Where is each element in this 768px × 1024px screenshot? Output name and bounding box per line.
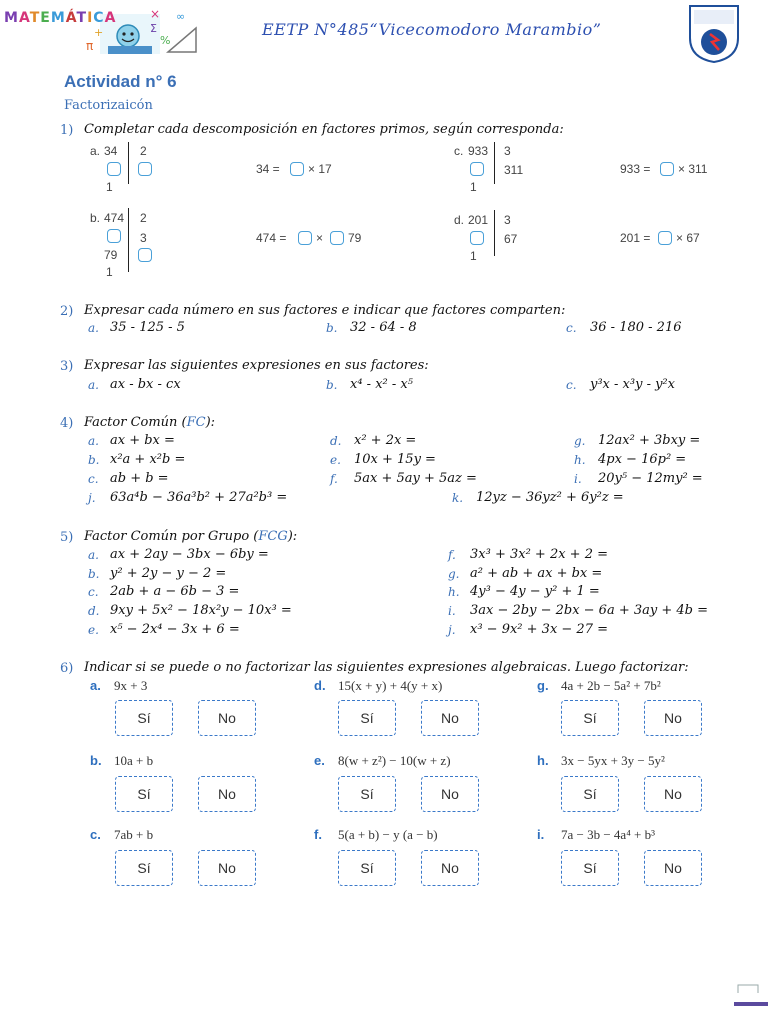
q4-text bbox=[84, 415, 215, 430]
q1a-eq-blank[interactable] bbox=[290, 162, 304, 176]
q4d-label: d. bbox=[330, 434, 342, 448]
page-subtitle: Factorizaicón bbox=[64, 98, 153, 113]
q6a-yes-option[interactable]: Sí bbox=[115, 700, 173, 736]
q6f-yes-option[interactable]: Sí bbox=[338, 850, 396, 886]
q5j-label: j. bbox=[448, 623, 456, 637]
q5g-expr: a² + ab + ax + bx = bbox=[470, 566, 603, 581]
logo-text: MATEMÁTICA bbox=[4, 10, 117, 26]
q5-text bbox=[84, 529, 297, 544]
q6e-label: e. bbox=[314, 753, 325, 768]
q6-text: Indicar si se puede o no factorizar las siguientes expresiones algebraicas. Luego factorizar: bbox=[84, 660, 689, 675]
q1b-label: b. bbox=[90, 211, 101, 225]
q6g-no-option[interactable]: No bbox=[644, 700, 702, 736]
q4a-expr: ax + bx = bbox=[110, 433, 175, 448]
q6d-expr: 15(x + y) + 4(y + x) bbox=[338, 678, 443, 693]
q6i-expr: 7a − 3b − 4a⁴ + b³ bbox=[561, 827, 655, 842]
q6f-label: f. bbox=[314, 827, 322, 842]
q4b-expr: x²a + x²b = bbox=[110, 452, 186, 467]
q1-number: 1) bbox=[60, 123, 74, 138]
q1c-divider bbox=[494, 142, 495, 184]
q4j-expr: 63a⁴b − 36a³b² + 27a²b³ = bbox=[110, 490, 288, 505]
q5-text-a: Factor Común por Grupo ( bbox=[84, 529, 259, 544]
q6e-yes-option[interactable]: Sí bbox=[338, 776, 396, 812]
q5e-expr: x⁵ − 2x⁴ − 3x + 6 = bbox=[110, 622, 240, 637]
q3c-label: c. bbox=[566, 378, 577, 392]
school-shield bbox=[688, 4, 740, 64]
q3a-label: a. bbox=[88, 378, 99, 392]
q3a-expr: ax - bx - cx bbox=[110, 377, 181, 392]
q1c-label: c. bbox=[454, 144, 464, 158]
q1a-blank-right[interactable] bbox=[138, 162, 152, 176]
q6a-label: a. bbox=[90, 678, 101, 693]
q1d-label: d. bbox=[454, 213, 465, 227]
q1c-eq-left: 933 = bbox=[620, 162, 651, 176]
q5b-expr: y² + 2y − y − 2 = bbox=[110, 566, 227, 581]
q1-text: Completar cada descomposición en factores primos, según corresponda: bbox=[84, 122, 564, 137]
page-corner-bar bbox=[734, 1002, 768, 1006]
q5i-label: i. bbox=[448, 604, 456, 618]
q1c-blank-left[interactable] bbox=[470, 162, 484, 176]
q1d-factor-1: 3 bbox=[504, 213, 511, 227]
q4-number: 4) bbox=[60, 416, 74, 431]
svg-text:Σ: Σ bbox=[150, 22, 157, 35]
q4e-expr: 10x + 15y = bbox=[354, 452, 436, 467]
q1c-factor-2: 311 bbox=[504, 163, 524, 177]
q6b-no-option[interactable]: No bbox=[198, 776, 256, 812]
q3-number: 3) bbox=[60, 359, 74, 374]
q3b-expr: x⁴ - x² - x⁵ bbox=[350, 377, 413, 392]
q6-number: 6) bbox=[60, 661, 74, 676]
q5i-expr: 3ax − 2by − 2bx − 6a + 3ay + 4b = bbox=[470, 603, 709, 618]
q5-number: 5) bbox=[60, 530, 74, 545]
shield-icon bbox=[688, 4, 740, 64]
q4k-expr: 12yz − 36yz² + 6y²z = bbox=[476, 490, 624, 505]
q1d-eq-blank[interactable] bbox=[658, 231, 672, 245]
q5e-label: e. bbox=[88, 623, 99, 637]
q4k-label: k. bbox=[452, 491, 464, 505]
q1b-blank-left[interactable] bbox=[107, 229, 121, 243]
q5-text-fcg: FCG bbox=[258, 529, 288, 544]
q1a-eq-right: × 17 bbox=[308, 162, 332, 176]
q5-text-b: ): bbox=[287, 529, 298, 544]
q1a-number: 34 bbox=[104, 144, 118, 158]
q6c-label: c. bbox=[90, 827, 101, 842]
q1d-blank-left[interactable] bbox=[470, 231, 484, 245]
q6g-expr: 4a + 2b − 5a² + 7b² bbox=[561, 678, 661, 693]
q1d-factor-2: 67 bbox=[504, 232, 518, 246]
q1b-factor-1: 2 bbox=[140, 211, 147, 225]
school-name: EETP N°485“Vicecomodoro Marambio” bbox=[262, 20, 602, 39]
q5d-expr: 9xy + 5x² − 18x²y − 10x³ = bbox=[110, 603, 292, 618]
q1b-eq-mid: × bbox=[316, 231, 324, 245]
q6i-yes-option[interactable]: Sí bbox=[561, 850, 619, 886]
q6f-expr: 5(a + b) − y (a − b) bbox=[338, 827, 438, 842]
q6b-yes-option[interactable]: Sí bbox=[115, 776, 173, 812]
q5g-label: g. bbox=[448, 567, 460, 581]
q1b-blank-right[interactable] bbox=[138, 248, 152, 262]
q5f-label: f. bbox=[448, 548, 456, 562]
q1d-number: 201 bbox=[468, 213, 489, 227]
q4j-label: j. bbox=[88, 491, 96, 505]
q2-number: 2) bbox=[60, 304, 74, 319]
q4-text-fc: FC bbox=[186, 415, 206, 430]
q4-text-a: Factor Común ( bbox=[84, 415, 187, 430]
q6d-label: d. bbox=[314, 678, 326, 693]
q6g-label: g. bbox=[537, 678, 549, 693]
q6a-no-option[interactable]: No bbox=[198, 700, 256, 736]
q1a-eq-left: 34 = bbox=[256, 162, 280, 176]
q1d-divider bbox=[494, 210, 495, 256]
q1b-mid: 79 bbox=[104, 248, 118, 262]
q4b-label: b. bbox=[88, 453, 100, 467]
q6e-expr: 8(w + z²) − 10(w + z) bbox=[338, 753, 451, 768]
q6i-no-option[interactable]: No bbox=[644, 850, 702, 886]
q1a-factor-1: 2 bbox=[140, 144, 147, 158]
svg-text:%: % bbox=[160, 34, 171, 47]
q5a-label: a. bbox=[88, 548, 99, 562]
q1b-factor-2: 3 bbox=[140, 231, 147, 245]
q1b-eq-left: 474 = bbox=[256, 231, 287, 245]
q6g-yes-option[interactable]: Sí bbox=[561, 700, 619, 736]
q5f-expr: 3x³ + 3x² + 2x + 2 = bbox=[470, 547, 608, 562]
q6c-yes-option[interactable]: Sí bbox=[115, 850, 173, 886]
q5a-expr: ax + 2ay − 3bx − 6by = bbox=[110, 547, 269, 562]
q4i-label: i. bbox=[574, 472, 582, 486]
q6h-no-option[interactable]: No bbox=[644, 776, 702, 812]
q4d-expr: x² + 2x = bbox=[354, 433, 417, 448]
q4a-label: a. bbox=[88, 434, 99, 448]
q6d-yes-option[interactable]: Sí bbox=[338, 700, 396, 736]
q1a-label: a. bbox=[90, 144, 101, 158]
q4g-expr: 12ax² + 3bxy = bbox=[598, 433, 701, 448]
q6h-expr: 3x − 5yx + 3y − 5y² bbox=[561, 753, 665, 768]
q3b-label: b. bbox=[326, 378, 338, 392]
q2c-expr: 36 - 180 - 216 bbox=[590, 320, 682, 335]
q1b-number: 474 bbox=[104, 211, 125, 225]
q6h-label: h. bbox=[537, 753, 549, 768]
q4e-label: e. bbox=[330, 453, 341, 467]
q5d-label: d. bbox=[88, 604, 100, 618]
q1c-number: 933 bbox=[468, 144, 489, 158]
q2b-label: b. bbox=[326, 321, 338, 335]
q2c-label: c. bbox=[566, 321, 577, 335]
q2b-expr: 32 - 64 - 8 bbox=[350, 320, 417, 335]
q4c-expr: ab + b = bbox=[110, 471, 169, 486]
q6b-expr: 10a + b bbox=[114, 753, 154, 768]
q5j-expr: x³ − 9x² + 3x − 27 = bbox=[470, 622, 608, 637]
q1b-divider bbox=[128, 208, 129, 272]
q5c-expr: 2ab + a − 6b − 3 = bbox=[110, 584, 240, 599]
q1a-blank-left[interactable] bbox=[107, 162, 121, 176]
q6a-expr: 9x + 3 bbox=[114, 678, 148, 693]
q5h-label: h. bbox=[448, 585, 460, 599]
q4-text-b: ): bbox=[205, 415, 216, 430]
q4h-label: h. bbox=[574, 453, 586, 467]
q6e-no-option[interactable]: No bbox=[421, 776, 479, 812]
svg-text:∞: ∞ bbox=[176, 10, 186, 23]
q1d-eq-right: × 67 bbox=[676, 231, 700, 245]
q1b-eq-right: 79 bbox=[348, 231, 362, 245]
svg-text:π: π bbox=[86, 39, 94, 53]
q1a-divider bbox=[128, 142, 129, 184]
q1c-eq-blank[interactable] bbox=[660, 162, 674, 176]
q6d-no-option[interactable]: No bbox=[421, 700, 479, 736]
q1c-eq-right: × 311 bbox=[678, 162, 708, 176]
svg-text:+: + bbox=[94, 26, 104, 39]
q4f-expr: 5ax + 5ay + 5az = bbox=[354, 471, 477, 486]
q1d-eq-left: 201 = bbox=[620, 231, 651, 245]
q1b-eq-blank-1[interactable] bbox=[298, 231, 312, 245]
q6c-expr: 7ab + b bbox=[114, 827, 154, 842]
q3c-expr: y³x - x³y - y²x bbox=[590, 377, 675, 392]
q5b-label: b. bbox=[88, 567, 100, 581]
q1b-end: 1 bbox=[106, 265, 113, 279]
svg-text:×: × bbox=[150, 7, 161, 21]
q4g-label: g. bbox=[574, 434, 586, 448]
q6c-no-option[interactable]: No bbox=[198, 850, 256, 886]
q6h-yes-option[interactable]: Sí bbox=[561, 776, 619, 812]
q6f-no-option[interactable]: No bbox=[421, 850, 479, 886]
q5h-expr: 4y³ − 4y − y² + 1 = bbox=[470, 584, 600, 599]
page-corner-icon bbox=[736, 980, 762, 999]
q1c-end: 1 bbox=[470, 180, 477, 194]
q2a-expr: 35 - 125 - 5 bbox=[110, 320, 185, 335]
q6b-label: b. bbox=[90, 753, 102, 768]
q4i-expr: 20y⁵ − 12my² = bbox=[598, 471, 703, 486]
q4h-expr: 4px − 16p² = bbox=[598, 452, 687, 467]
q1b-eq-blank-2[interactable] bbox=[330, 231, 344, 245]
q1c-factor-1: 3 bbox=[504, 144, 511, 158]
q6i-label: i. bbox=[537, 827, 545, 842]
q2a-label: a. bbox=[88, 321, 99, 335]
q4f-label: f. bbox=[330, 472, 338, 486]
page-title: Actividad n° 6 bbox=[64, 72, 177, 91]
q3-text: Expresar las siguientes expresiones en sus factores: bbox=[84, 358, 429, 373]
math-logo bbox=[0, 4, 206, 60]
q5c-label: c. bbox=[88, 585, 99, 599]
q2-text: Expresar cada número en sus factores e indicar que factores comparten: bbox=[84, 303, 566, 318]
q4c-label: c. bbox=[88, 472, 99, 486]
q1d-end: 1 bbox=[470, 249, 477, 263]
q1a-end: 1 bbox=[106, 180, 113, 194]
